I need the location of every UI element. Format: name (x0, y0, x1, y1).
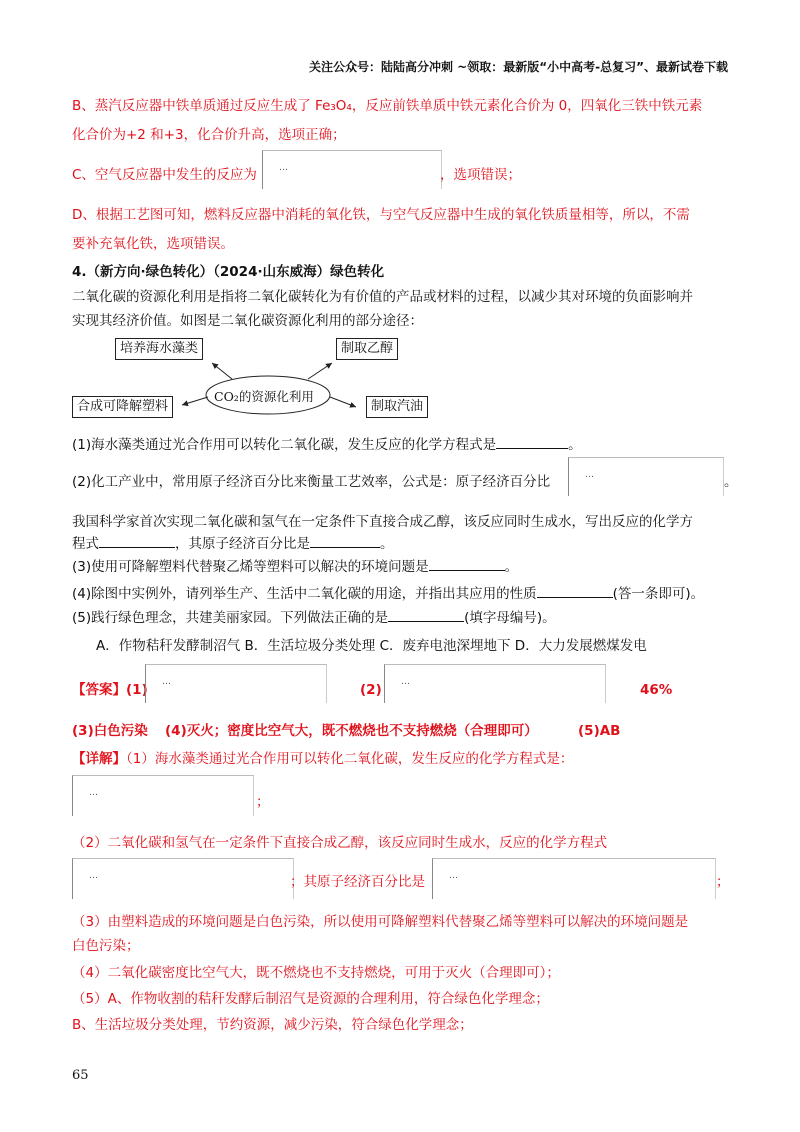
subquestion-1: (1)海水藻类通过光合作用可以转化二氧化碳，发生反应的化学方程式是 。 (72, 434, 582, 455)
answer-4: (4)灭火；密度比空气大，既不燃烧也不支持燃烧（合理即可） (165, 723, 538, 739)
answer-blank (496, 434, 568, 449)
subquestion-4-text: (4)除图中实例外，请列举生产、生活中二氧化碳的用途，并指出其应用的性质 (72, 586, 537, 602)
formula-image-placeholder (568, 457, 724, 496)
subquestion-3: (3)使用可降解塑料代替聚乙烯等塑料可以解决的环境问题是 。 (72, 556, 518, 577)
subquestion-5-options: A．作物秸秆发酵制沼气 B．生活垃圾分类处理 C．废弃电池深埋地下 D．大力发展燃煤发电 (96, 638, 647, 654)
explanation-B-line1: B、蒸汽反应器中铁单质通过反应生成了 Fe₃O₄，反应前铁单质中铁元素化合价为 0，四氧化三铁中铁元素 (72, 98, 703, 114)
diagram-box-algae: 培养海水藻类 (115, 338, 203, 360)
placeholder-dots: … (279, 163, 289, 173)
detail-2-equation-placeholder (72, 858, 294, 899)
detail-5-A: （5）A、作物收割的秸秆发酵后制沼气是资源的合理利用，符合绿色化学理念； (72, 991, 549, 1007)
explanation-D-line2: 要补充氧化铁，选项错误。 (72, 236, 234, 252)
period-mark: 。 (724, 474, 738, 490)
detail-2-atom-economy: ；其原子经济百分比是 (290, 874, 425, 890)
detail-1-image-placeholder (72, 775, 254, 816)
explanation-D-line1: D、根据工艺图可知，燃料反应器中消耗的氧化铁，与空气反应器中生成的氧化铁质量相等，所以，不需 (72, 207, 690, 223)
placeholder-dots: … (89, 788, 99, 798)
label-equation: 程式 (72, 536, 99, 552)
detail-2-semicolon: ； (716, 874, 730, 890)
answer-blank (388, 607, 464, 622)
answer-blank (310, 533, 380, 548)
subquestion-5-suffix: (填字母编号)。 (464, 610, 556, 626)
subquestion-2-formula-text: (2)化工产业中，常用原子经济百分比来衡量工艺效率，公式是：原子经济百分比 (72, 474, 551, 490)
placeholder-dots: … (449, 871, 459, 881)
detail-4: （4）二氧化碳密度比空气大，既不燃烧也不支持燃烧，可用于灭火（合理即可）； (72, 965, 560, 981)
answer-blank (429, 556, 505, 571)
subquestion-1-text: (1)海水藻类通过光合作用可以转化二氧化碳，发生反应的化学方程式是 (72, 437, 497, 453)
detail-3-line1: （3）由塑料造成的环境问题是白色污染，所以使用可降解塑料代替聚乙烯等塑料可以解决的环境问题是 (72, 914, 689, 930)
subquestion-5-text: (5)践行绿色理念，共建美丽家园。下列做法正确的是 (72, 610, 389, 626)
detail-5-B: B、生活垃圾分类处理，节约资源，减少污染，符合绿色化学理念； (72, 1017, 473, 1033)
answer-3: (3)白色污染 (72, 723, 148, 739)
answer-1-image-placeholder (145, 664, 327, 703)
answer-2-image-placeholder (384, 664, 606, 703)
detail-2-text: （2）二氧化碳和氢气在一定条件下直接合成乙醇，该反应同时生成水，反应的化学方程式 (72, 835, 608, 851)
answer-percent: 46% (640, 682, 673, 698)
placeholder-dots: … (162, 677, 172, 687)
equation-image-placeholder (262, 150, 442, 189)
page-header: 关注公众号：陆陆高分冲刺 ~领取：最新版“小中高考-总复习”、最新试卷下载 (309, 60, 728, 74)
detail-label: 【详解】 (72, 751, 126, 767)
detail-1-semicolon: ； (256, 794, 270, 810)
question-intro-line1: 二氧化碳的资源化利用是指将二氧化碳转化为有价值的产品或材料的过程，以减少其对环境的负面影响并 (72, 289, 693, 305)
detail-1-text: （1）海水藻类通过光合作用可以转化二氧化碳，发生反应的化学方程式是： (126, 751, 574, 767)
answer-5: (5)AB (578, 723, 621, 739)
subquestion-5 (72, 607, 556, 628)
diagram-box-ethanol: 制取乙醇 (336, 338, 398, 360)
answer-label: 【答案】(1) (72, 682, 148, 698)
subquestion-2-ethanol-text: 我国科学家首次实现二氧化碳和氢气在一定条件下直接合成乙醇，该反应同时生成水，写出反应的化学方 (72, 514, 693, 530)
detail-1-line (72, 749, 573, 769)
detail-2-percent-placeholder (432, 858, 716, 899)
explanation-B-line2: 化合价为+2 和+3，化合价升高，选项正确； (72, 127, 346, 143)
answer-2-label: (2) (360, 682, 382, 698)
subquestion-4 (72, 583, 704, 604)
answer-blank (537, 583, 613, 598)
placeholder-dots: … (89, 871, 99, 881)
explanation-C-suffix: ，选项错误； (440, 167, 521, 183)
placeholder-dots: … (585, 470, 595, 480)
diagram-box-plastic: 合成可降解塑料 (72, 396, 173, 418)
page-number: 65 (72, 1068, 89, 1083)
explanation-C-prefix: C、空气反应器中发生的反应为 (72, 167, 257, 183)
diagram-box-gasoline: 制取汽油 (366, 396, 428, 418)
subquestion-4-suffix: (答一条即可)。 (612, 586, 705, 602)
question-intro-line2: 实现其经济价值。如图是二氧化碳资源化利用的部分途径： (72, 313, 423, 329)
subquestion-3-text: (3)使用可降解塑料代替聚乙烯等塑料可以解决的环境问题是 (72, 559, 429, 575)
diagram-center-label: CO₂的资源化利用 (214, 389, 314, 404)
placeholder-dots: … (401, 677, 411, 687)
question-title: 4.（新方向·绿色转化）（2024·山东威海）绿色转化 (72, 264, 385, 280)
answer-blank (99, 533, 175, 548)
label-atom-economy: ，其原子经济百分比是 (175, 536, 310, 552)
subquestion-2-equation-line: 程式 ，其原子经济百分比是 。 (72, 533, 394, 554)
detail-3-line2: 白色污染； (72, 938, 140, 954)
